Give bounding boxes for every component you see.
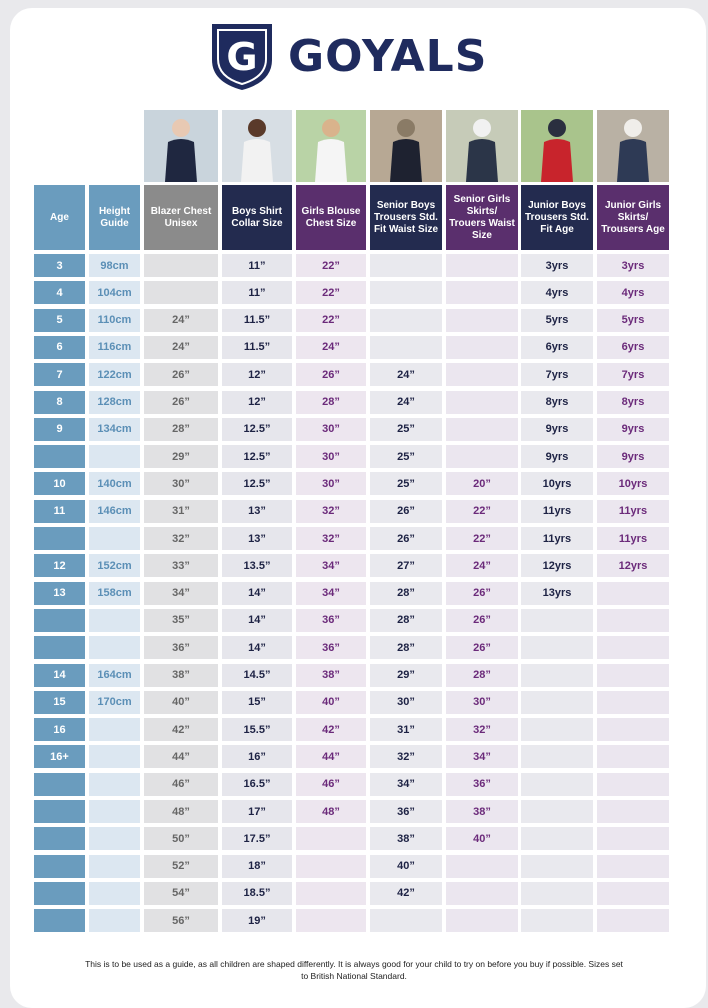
table-cell-blazer: 26” [144, 363, 218, 386]
table-cell-senior_boys_trousers: 38” [370, 827, 442, 850]
table-cell-senior_girls_skirts: 24” [446, 554, 518, 577]
table-cell-boys_shirt: 14” [222, 582, 292, 605]
table-cell-height [89, 609, 140, 632]
table-cell-boys_shirt: 12” [222, 391, 292, 414]
column-header-junior_girls_skirts: Junior Girls Skirts/ Trousers Age [597, 185, 669, 250]
table-cell-junior_girls_skirts: 6yrs [597, 336, 669, 359]
brand-logo [208, 18, 487, 94]
table-cell-senior_boys_trousers [370, 336, 442, 359]
table-cell-boys_shirt: 12.5” [222, 472, 292, 495]
table-cell-boys_shirt: 13” [222, 527, 292, 550]
table-cell-girls_blouse: 46” [296, 773, 366, 796]
table-cell-blazer: 35” [144, 609, 218, 632]
table-cell-senior_girls_skirts: 32” [446, 718, 518, 741]
table-cell-senior_girls_skirts: 38” [446, 800, 518, 823]
table-cell-boys_shirt: 13.5” [222, 554, 292, 577]
logo-letter: G [226, 35, 258, 79]
table-cell-boys_shirt: 14” [222, 609, 292, 632]
table-cell-junior_girls_skirts [597, 800, 669, 823]
table-cell-blazer: 34” [144, 582, 218, 605]
table-cell-senior_boys_trousers [370, 309, 442, 332]
table-cell-blazer: 32” [144, 527, 218, 550]
table-cell-junior_boys_trousers: 11yrs [521, 527, 593, 550]
table-cell-senior_boys_trousers: 26” [370, 527, 442, 550]
table-cell-height [89, 909, 140, 932]
table-cell-junior_boys_trousers: 12yrs [521, 554, 593, 577]
table-cell-boys_shirt: 17.5” [222, 827, 292, 850]
table-cell-age [34, 800, 85, 823]
table-cell-junior_boys_trousers [521, 882, 593, 905]
table-cell-junior_girls_skirts [597, 909, 669, 932]
table-cell-junior_boys_trousers [521, 827, 593, 850]
table-cell-senior_boys_trousers: 25” [370, 472, 442, 495]
table-cell-girls_blouse: 28” [296, 391, 366, 414]
table-cell-junior_boys_trousers [521, 718, 593, 741]
table-cell-senior_boys_trousers: 30” [370, 691, 442, 714]
table-cell-junior_girls_skirts [597, 773, 669, 796]
table-cell-girls_blouse: 38” [296, 664, 366, 687]
table-cell-age: 3 [34, 254, 85, 277]
table-cell-boys_shirt: 15.5” [222, 718, 292, 741]
footer-line-2: to British National Standard. [301, 971, 407, 981]
table-cell-junior_boys_trousers: 13yrs [521, 582, 593, 605]
table-cell-girls_blouse: 34” [296, 554, 366, 577]
table-cell-senior_boys_trousers [370, 254, 442, 277]
table-cell-blazer: 44” [144, 745, 218, 768]
column-header-boys_shirt: Boys Shirt Collar Size [222, 185, 292, 250]
table-cell-height: 98cm [89, 254, 140, 277]
table-cell-age: 15 [34, 691, 85, 714]
column-header-junior_boys_trousers: Junior Boys Trousers Std. Fit Age [521, 185, 593, 250]
table-cell-girls_blouse: 30” [296, 472, 366, 495]
table-cell-height: 146cm [89, 500, 140, 523]
table-cell-junior_girls_skirts [597, 882, 669, 905]
table-cell-girls_blouse [296, 909, 366, 932]
skirt-photo-icon [446, 110, 518, 182]
table-cell-senior_girls_skirts: 28” [446, 664, 518, 687]
table-cell-height: 158cm [89, 582, 140, 605]
table-cell-girls_blouse: 30” [296, 418, 366, 441]
table-cell-senior_boys_trousers: 26” [370, 500, 442, 523]
table-cell-junior_boys_trousers [521, 664, 593, 687]
table-cell-junior_boys_trousers: 6yrs [521, 336, 593, 359]
table-cell-girls_blouse: 30” [296, 445, 366, 468]
table-cell-girls_blouse: 48” [296, 800, 366, 823]
table-cell-girls_blouse: 32” [296, 527, 366, 550]
table-cell-age [34, 855, 85, 878]
table-cell-senior_girls_skirts [446, 363, 518, 386]
table-cell-age: 12 [34, 554, 85, 577]
table-cell-height: 110cm [89, 309, 140, 332]
table-cell-boys_shirt: 11” [222, 254, 292, 277]
table-cell-senior_girls_skirts [446, 882, 518, 905]
table-cell-junior_girls_skirts: 8yrs [597, 391, 669, 414]
table-cell-boys_shirt: 16” [222, 745, 292, 768]
table-cell-height: 170cm [89, 691, 140, 714]
table-cell-height: 128cm [89, 391, 140, 414]
table-cell-height: 104cm [89, 281, 140, 304]
table-cell-boys_shirt: 12” [222, 363, 292, 386]
table-cell-boys_shirt: 18” [222, 855, 292, 878]
table-cell-boys_shirt: 19” [222, 909, 292, 932]
table-cell-height [89, 445, 140, 468]
table-cell-junior_boys_trousers [521, 800, 593, 823]
table-cell-senior_boys_trousers: 34” [370, 773, 442, 796]
table-cell-junior_boys_trousers: 5yrs [521, 309, 593, 332]
table-cell-junior_girls_skirts [597, 609, 669, 632]
table-cell-junior_girls_skirts: 5yrs [597, 309, 669, 332]
table-cell-age: 9 [34, 418, 85, 441]
table-cell-blazer [144, 254, 218, 277]
blazer-girl-photo-icon [144, 110, 218, 182]
table-cell-senior_girls_skirts [446, 855, 518, 878]
footer-line-1: This is to be used as a guide, as all children are shaped differently. It is always good for your child to try on before you buy if possible. Sizes set [85, 959, 623, 969]
table-cell-senior_boys_trousers: 24” [370, 363, 442, 386]
table-cell-senior_girls_skirts: 22” [446, 500, 518, 523]
table-cell-junior_girls_skirts: 11yrs [597, 527, 669, 550]
table-cell-senior_girls_skirts: 20” [446, 472, 518, 495]
table-cell-junior_boys_trousers [521, 691, 593, 714]
table-cell-blazer: 36” [144, 636, 218, 659]
table-cell-senior_boys_trousers [370, 909, 442, 932]
table-cell-junior_boys_trousers: 8yrs [521, 391, 593, 414]
table-cell-girls_blouse [296, 882, 366, 905]
table-cell-senior_girls_skirts: 26” [446, 582, 518, 605]
table-cell-age [34, 773, 85, 796]
table-cell-senior_girls_skirts: 40” [446, 827, 518, 850]
table-cell-junior_girls_skirts [597, 718, 669, 741]
table-cell-blazer: 40” [144, 691, 218, 714]
table-cell-junior_girls_skirts [597, 855, 669, 878]
table-cell-senior_boys_trousers [370, 281, 442, 304]
table-cell-girls_blouse: 24” [296, 336, 366, 359]
table-cell-senior_boys_trousers: 28” [370, 609, 442, 632]
table-cell-boys_shirt: 14.5” [222, 664, 292, 687]
table-cell-blazer: 46” [144, 773, 218, 796]
table-cell-girls_blouse: 42” [296, 718, 366, 741]
table-cell-blazer: 42” [144, 718, 218, 741]
table-cell-senior_boys_trousers: 27” [370, 554, 442, 577]
table-cell-senior_boys_trousers: 31” [370, 718, 442, 741]
table-cell-girls_blouse: 36” [296, 636, 366, 659]
column-header-girls_blouse: Girls Blouse Chest Size [296, 185, 366, 250]
table-cell-boys_shirt: 16.5” [222, 773, 292, 796]
column-header-senior_girls_skirts: Senior Girls Skirts/ Trouers Waist Size [446, 185, 518, 250]
table-cell-junior_girls_skirts: 7yrs [597, 363, 669, 386]
table-cell-senior_boys_trousers: 28” [370, 582, 442, 605]
table-cell-blazer: 56” [144, 909, 218, 932]
trousers-photo-icon [370, 110, 442, 182]
table-cell-junior_girls_skirts: 12yrs [597, 554, 669, 577]
table-cell-age: 16 [34, 718, 85, 741]
table-cell-age: 6 [34, 336, 85, 359]
table-cell-age [34, 909, 85, 932]
table-cell-blazer: 28” [144, 418, 218, 441]
junior-boy-photo-icon [521, 110, 593, 182]
disclaimer-footer [60, 958, 648, 982]
table-cell-height [89, 827, 140, 850]
table-cell-girls_blouse: 22” [296, 309, 366, 332]
table-cell-blazer [144, 281, 218, 304]
table-cell-junior_girls_skirts: 9yrs [597, 445, 669, 468]
table-cell-blazer: 31” [144, 500, 218, 523]
table-cell-girls_blouse: 32” [296, 500, 366, 523]
table-cell-junior_girls_skirts [597, 827, 669, 850]
column-header-age: Age [34, 185, 85, 250]
column-header-blazer: Blazer Chest Unisex [144, 185, 218, 250]
table-cell-junior_boys_trousers: 9yrs [521, 445, 593, 468]
table-cell-senior_girls_skirts: 36” [446, 773, 518, 796]
table-cell-age: 13 [34, 582, 85, 605]
table-cell-senior_boys_trousers: 36” [370, 800, 442, 823]
table-cell-blazer: 26” [144, 391, 218, 414]
table-cell-height: 122cm [89, 363, 140, 386]
table-cell-blazer: 48” [144, 800, 218, 823]
table-cell-height [89, 745, 140, 768]
table-cell-junior_girls_skirts [597, 636, 669, 659]
table-cell-age [34, 609, 85, 632]
table-cell-age: 11 [34, 500, 85, 523]
table-cell-senior_boys_trousers: 29” [370, 664, 442, 687]
table-cell-boys_shirt: 15” [222, 691, 292, 714]
table-cell-senior_boys_trousers: 42” [370, 882, 442, 905]
table-cell-boys_shirt: 12.5” [222, 418, 292, 441]
table-cell-height: 152cm [89, 554, 140, 577]
junior-girl-photo-icon [597, 110, 669, 182]
table-cell-age [34, 827, 85, 850]
table-cell-senior_boys_trousers: 28” [370, 636, 442, 659]
table-cell-senior_boys_trousers: 40” [370, 855, 442, 878]
table-cell-age: 5 [34, 309, 85, 332]
table-cell-height: 116cm [89, 336, 140, 359]
table-cell-height [89, 527, 140, 550]
table-cell-boys_shirt: 11.5” [222, 336, 292, 359]
table-cell-height: 164cm [89, 664, 140, 687]
table-cell-age: 10 [34, 472, 85, 495]
table-cell-junior_boys_trousers: 4yrs [521, 281, 593, 304]
table-cell-girls_blouse [296, 827, 366, 850]
table-cell-junior_girls_skirts: 10yrs [597, 472, 669, 495]
table-cell-age [34, 445, 85, 468]
table-cell-boys_shirt: 11” [222, 281, 292, 304]
table-cell-blazer: 50” [144, 827, 218, 850]
table-cell-age: 8 [34, 391, 85, 414]
table-cell-senior_girls_skirts [446, 336, 518, 359]
table-cell-boys_shirt: 11.5” [222, 309, 292, 332]
table-cell-girls_blouse: 40” [296, 691, 366, 714]
table-cell-junior_boys_trousers: 11yrs [521, 500, 593, 523]
table-cell-girls_blouse: 44” [296, 745, 366, 768]
table-cell-age [34, 527, 85, 550]
table-cell-junior_boys_trousers [521, 773, 593, 796]
table-cell-senior_boys_trousers: 25” [370, 418, 442, 441]
table-cell-age [34, 882, 85, 905]
table-cell-junior_girls_skirts: 11yrs [597, 500, 669, 523]
table-cell-height [89, 773, 140, 796]
table-cell-boys_shirt: 13” [222, 500, 292, 523]
table-cell-junior_boys_trousers: 9yrs [521, 418, 593, 441]
table-cell-height [89, 718, 140, 741]
table-cell-height [89, 800, 140, 823]
table-cell-junior_girls_skirts: 9yrs [597, 418, 669, 441]
shirt-boy-photo-icon [222, 110, 292, 182]
table-cell-girls_blouse: 22” [296, 281, 366, 304]
table-cell-girls_blouse: 36” [296, 609, 366, 632]
table-cell-junior_girls_skirts [597, 582, 669, 605]
table-cell-height [89, 882, 140, 905]
table-cell-age: 7 [34, 363, 85, 386]
table-cell-blazer: 29” [144, 445, 218, 468]
table-cell-height: 134cm [89, 418, 140, 441]
table-cell-junior_girls_skirts [597, 664, 669, 687]
table-cell-junior_boys_trousers: 10yrs [521, 472, 593, 495]
table-cell-senior_girls_skirts: 26” [446, 609, 518, 632]
table-cell-girls_blouse [296, 855, 366, 878]
table-cell-junior_boys_trousers [521, 636, 593, 659]
table-cell-senior_boys_trousers: 24” [370, 391, 442, 414]
table-cell-senior_girls_skirts [446, 445, 518, 468]
table-cell-boys_shirt: 17” [222, 800, 292, 823]
table-cell-senior_girls_skirts [446, 309, 518, 332]
table-cell-junior_boys_trousers: 3yrs [521, 254, 593, 277]
table-cell-height: 140cm [89, 472, 140, 495]
table-cell-blazer: 52” [144, 855, 218, 878]
table-cell-junior_girls_skirts: 3yrs [597, 254, 669, 277]
table-cell-blazer: 30” [144, 472, 218, 495]
table-cell-girls_blouse: 26” [296, 363, 366, 386]
table-cell-senior_girls_skirts [446, 254, 518, 277]
table-cell-age [34, 636, 85, 659]
table-cell-boys_shirt: 12.5” [222, 445, 292, 468]
table-cell-age: 14 [34, 664, 85, 687]
table-cell-senior_girls_skirts [446, 909, 518, 932]
table-cell-junior_boys_trousers [521, 745, 593, 768]
table-cell-junior_girls_skirts: 4yrs [597, 281, 669, 304]
table-cell-senior_girls_skirts: 22” [446, 527, 518, 550]
table-cell-junior_girls_skirts [597, 745, 669, 768]
table-cell-blazer: 54” [144, 882, 218, 905]
table-cell-junior_boys_trousers [521, 609, 593, 632]
table-cell-age: 16+ [34, 745, 85, 768]
table-cell-senior_boys_trousers: 25” [370, 445, 442, 468]
table-cell-senior_girls_skirts [446, 281, 518, 304]
table-cell-junior_boys_trousers: 7yrs [521, 363, 593, 386]
table-cell-age: 4 [34, 281, 85, 304]
table-cell-girls_blouse: 34” [296, 582, 366, 605]
table-cell-senior_girls_skirts [446, 418, 518, 441]
table-cell-blazer: 38” [144, 664, 218, 687]
table-cell-height [89, 855, 140, 878]
table-cell-blazer: 33” [144, 554, 218, 577]
blouse-girl-photo-icon [296, 110, 366, 182]
table-cell-junior_boys_trousers [521, 855, 593, 878]
table-cell-senior_girls_skirts [446, 391, 518, 414]
table-cell-junior_boys_trousers [521, 909, 593, 932]
shield-logo-icon [208, 20, 276, 92]
table-cell-senior_girls_skirts: 30” [446, 691, 518, 714]
table-cell-girls_blouse: 22” [296, 254, 366, 277]
table-cell-senior_boys_trousers: 32” [370, 745, 442, 768]
table-cell-blazer: 24” [144, 309, 218, 332]
column-header-senior_boys_trousers: Senior Boys Trousers Std. Fit Waist Size [370, 185, 442, 250]
table-cell-senior_girls_skirts: 26” [446, 636, 518, 659]
table-cell-junior_girls_skirts [597, 691, 669, 714]
brand-name: GOYALS [288, 30, 488, 82]
table-cell-senior_girls_skirts: 34” [446, 745, 518, 768]
table-cell-height [89, 636, 140, 659]
table-cell-boys_shirt: 14” [222, 636, 292, 659]
table-cell-boys_shirt: 18.5” [222, 882, 292, 905]
table-cell-blazer: 24” [144, 336, 218, 359]
column-header-height: Height Guide [89, 185, 140, 250]
